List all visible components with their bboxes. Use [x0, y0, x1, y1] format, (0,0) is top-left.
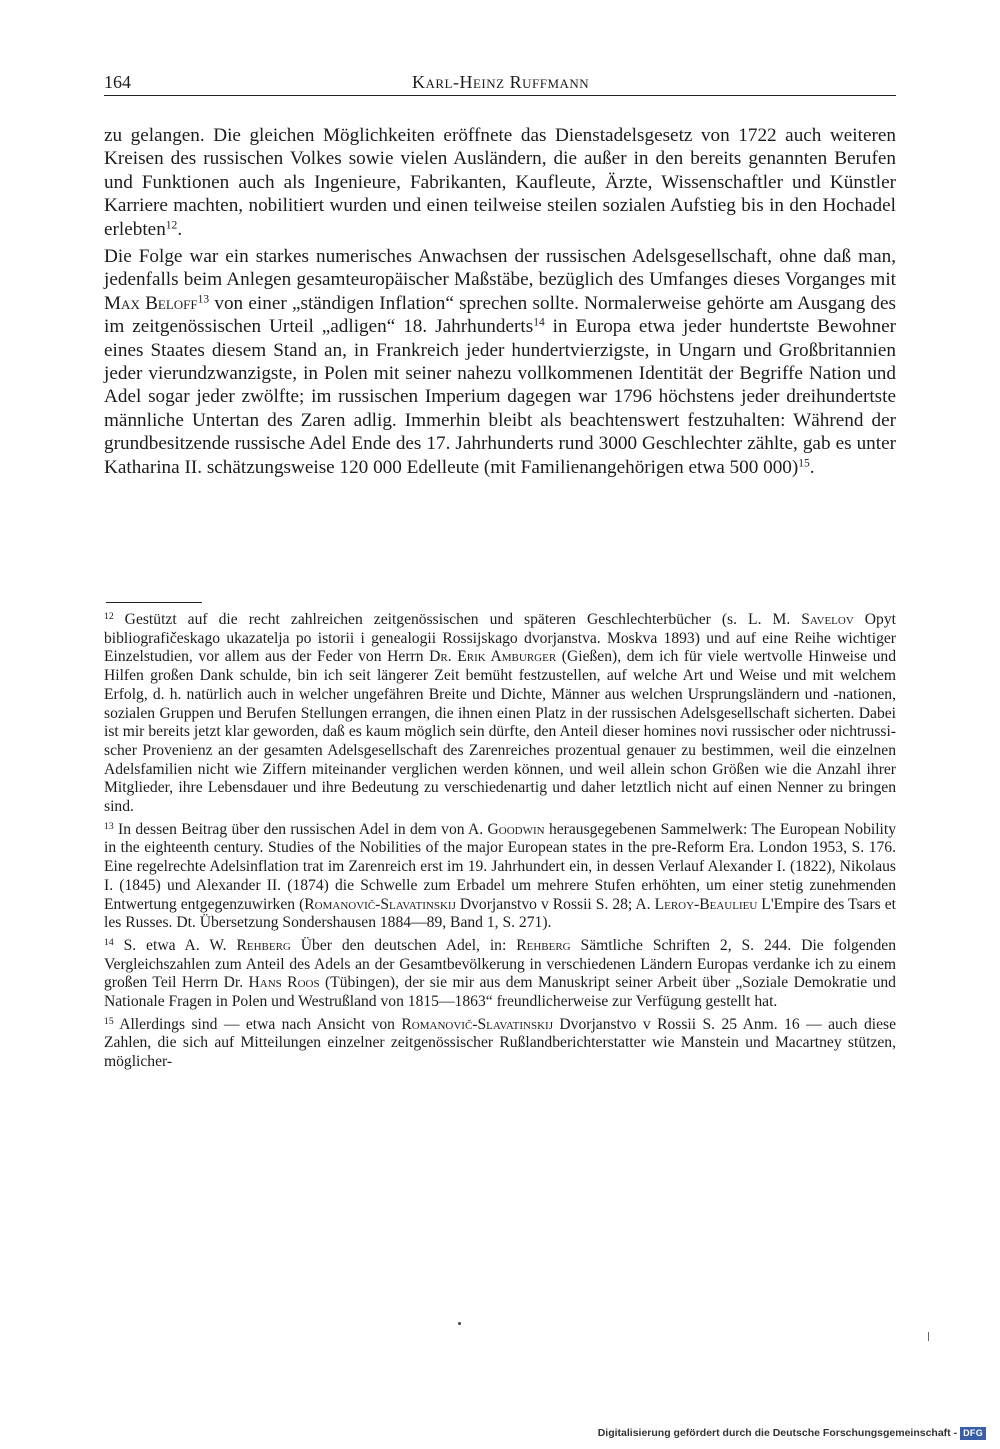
footnote-text: Allerdings sind — etwa nach Ansicht von — [113, 1015, 402, 1033]
footnote-text: L'Empire des Tsars et les Russes. Dt. Übersetzung Sondershausen 1884—89, Band 1, S. 271). — [104, 895, 896, 932]
paragraph-2-text-b: von einer „ständigen Inflation“ sprechen sollte. Normalerweise gehörte am Ausgang des im zeitgenössischen Urteil „adligen“ 18. Jahrhunderts — [104, 292, 896, 338]
credit-text: Digitalisierung gefördert durch die Deutsche Forschungsgemeinschaft - — [597, 1427, 958, 1439]
cited-author: Savelov — [801, 611, 854, 628]
paragraph-1-end: . — [177, 218, 183, 240]
paragraph-2-text-c: in Europa etwa jeder hundertste Bewohner eines Staates diesem Stand an, in Frankreich jeder hundertvierzigste, in Ungarn und Großbritannien jeder vierundzwanzigste, in Polen mit seiner nahezu vollkommenen Identität der Begriffe Nation und Adel sogar jeder zwölfte; im russischen Imperium dagegen war 1796 höchstens jeder dreihundertste männliche Untertan des Zaren adlig. Immerhin bleibt als beachtenswert festzuhalten: Während der grundbesitzende russische Adel Ende des 17. Jahrhunderts rund 3000 Geschlechter zählte, gab es unter Katharina II. schätzungsweise 120 000 Edelleute (mit Familienangehörigen etwa 500 000) — [104, 316, 897, 478]
author-name-beloff: Max Beloff — [104, 292, 198, 314]
cited-author: Romanovič-Slavatinskij — [401, 1015, 553, 1033]
paragraph-2 — [104, 245, 896, 479]
footnote-13 — [104, 821, 896, 933]
scan-mark — [928, 1332, 929, 1341]
footnote-mark: 12 — [104, 611, 114, 623]
footnote-12 — [104, 611, 896, 817]
footnote-text: Dvorjanstvo v Rossii S. 28; A. — [455, 895, 655, 913]
cited-author: Rehberg — [516, 936, 571, 954]
paragraph-1-text: zu gelangen. Die gleichen Möglichkeiten eröffnete das Dienstadelsgesetz von 1722 auch weiteren Kreisen des russischen Volkes sowie vielen Ausländern, die außer in den bereits genannten Berufen und Funktionen auch als Ingenieure, Fabrikanten, Kaufleute, Ärzte, Wissenschaftler und Künstler Karriere machten, nobilitiert wurden und einen teilweise steilen sozialen Aufstieg bis in den Hochadel erlebten — [104, 125, 896, 240]
footnote-text: Über den deutschen Adel, in: — [290, 936, 517, 954]
footnote-text: herausgegebenen Sammelwerk: The European Nobility in the eighteenth century. Studies of the Nobilities of the major European states in the pre-Reform Era. London 1953, S. 176. Eine regelrechte Adelsinflation trat im Zarenreich erst im 19. Jahrhundert ein, in dessen Verlauf Alexander I. (1822), Nikolaus I. (1845) und Alexander II. (1874) die Schwelle zum Erbadel um mehrere Stufen erhöhten, um einer stetig zunehmenden Entwertung entgegenzuwirken ( — [104, 820, 897, 913]
scan-speck — [458, 1322, 461, 1325]
cited-author: Dr. Erik Amburger — [429, 648, 557, 666]
dfg-logo-icon: DFG — [960, 1427, 986, 1440]
footnote-mark: 13 — [104, 820, 114, 832]
footnote-text: In dessen Beitrag über den russischen Adel in dem von A. — [113, 820, 488, 838]
footnote-separator — [106, 602, 202, 603]
footnote-text: (Tübingen), der sie mir aus dem Manuskript seiner Arbeit über „Soziale Demokratie und Nationale Fragen in Polen und Westrußland von 1815—1863“ freundlicherweise zur Verfügung gestellt hat. — [104, 974, 896, 1011]
footnote-text: (Gießen), dem ich für viele wertvolle Hinweise und Hilfen großen Dank schulde, bin ich seit längerer Zeit bemüht festzustellen, auf welche Art und Weise und mit welchem Erfolg, d. h. natürlich auch in welcher ungefähren Breite und Dichte, Männer aus welchen Ursprungsländern und -nationen, sozialen Gruppen und Berufen Stellungen errangen, die ihnen einen Platz in der russischen Adelsgesellschaft sicherten. Dabei ist mir bereits jetzt klar geworden, daß es kaum möglich sein dürfte, den Anteil dieser homines novi russischer oder nichtrussischer Provenienz an der gesamten Adelsgesellschaft des Zarenreiches prozentual genauer zu bestimmen, weil die einzelnen Adelsfamilien nicht wie Ziffern miteinander verglichen werden können, und weil allein schon Größen wie die Anzahl ihrer Mitglieder, ihre Lebensdauer und ihre Bedeutung zu verschiedenartig und daher letztlich nicht auf einen Nenner zu bringen sind. — [104, 648, 897, 816]
paragraph-2-end: . — [809, 456, 815, 478]
paragraph-2-text-a: Die Folge war ein starkes numerisches Anwachsen der russischen Adelsgesellschaft, ohne daß man, jedenfalls beim Anlegen gesamteuropäischer Maßstäbe, bezüglich des Umfanges dieses Vorganges mit — [104, 246, 896, 291]
paragraph-1 — [104, 124, 896, 241]
digitization-credit — [598, 1425, 986, 1441]
footnote-ref-12: 12 — [165, 219, 178, 232]
footnote-14 — [104, 937, 896, 1012]
page-number: 164 — [104, 72, 131, 92]
footnote-mark: 14 — [104, 937, 114, 949]
cited-author: Rehberg — [236, 936, 291, 954]
footnotes — [104, 611, 896, 1072]
footnote-mark: 15 — [104, 1015, 114, 1027]
running-head — [104, 72, 896, 96]
footnote-text: Opyt bibliografičeskago ukazatelja po istorii i genealogii Rossijskago dvorjanstva. Moskva 1893) und auf eine Reihe wichtiger Einzelstudien, vor allem aus der Feder von Herrn — [104, 611, 896, 666]
footnote-ref-14: 14 — [533, 316, 545, 329]
footnote-ref-15: 15 — [798, 457, 810, 470]
footnote-ref-13: 13 — [197, 293, 210, 306]
footnote-15 — [104, 1016, 896, 1072]
cited-author: Romanovič-Slavatinskij — [304, 895, 456, 913]
running-title: Karl-Heinz Ruffmann — [412, 72, 590, 92]
cited-author: Hans Roos — [248, 974, 320, 992]
footnote-text: Gestützt auf die recht zahlreichen zeitgenössischen und späteren Geschlechterbücher (s. L. M. — [113, 611, 802, 628]
footnote-text: Sämtliche Schriften 2, S. 244. Die folgenden Vergleichszahlen zum Anteil des Adels an der Gesamtbevölkerung in verschiedenen Ländern Europas verdanke ich zu einem großen Teil Herrn Dr. — [104, 936, 896, 992]
cited-author: Goodwin — [487, 820, 545, 838]
footnote-text: Dvorjanstvo v Rossii S. 25 Anm. 16 — auch diese Zahlen, die sich auf Mitteilungen einzelner zeitgenössischer Rußlandberichterstatter wie Manstein und Macartney stützen, möglicher- — [104, 1015, 896, 1071]
header-rule — [104, 95, 896, 96]
footnote-text: S. etwa A. W. — [113, 936, 237, 954]
main-text — [104, 124, 896, 479]
cited-author: Leroy-Beaulieu — [654, 895, 758, 913]
